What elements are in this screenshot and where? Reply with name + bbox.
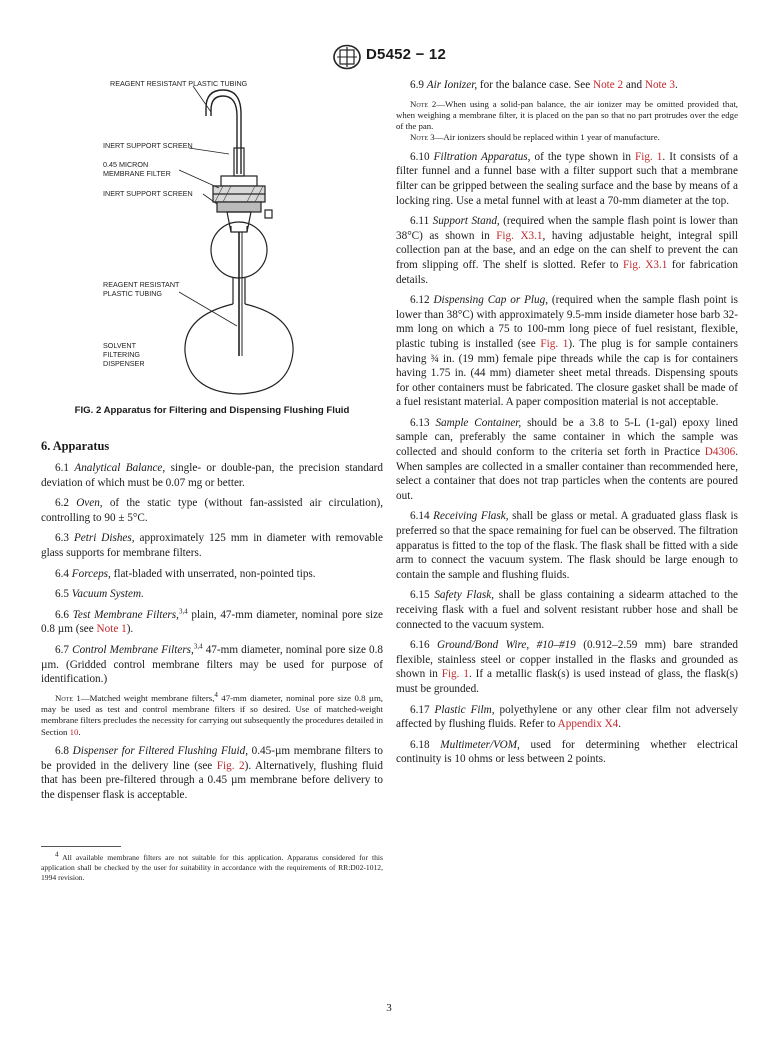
figure-2 (41, 76, 383, 398)
note-1-link[interactable]: Note 1 (96, 623, 127, 636)
section-heading: 6. Apparatus (41, 439, 110, 453)
label-dispenser-1: SOLVENT (103, 341, 137, 350)
paragraph-6-14: 6.14 Receiving Flask, shall be glass or metal. A graduated glass flask is preferred so that the space remaining for fuel can be observed. The filtration apparatus is fitted to the top of the flask. The flask shall be fitted with a side arm to connect the vacuum system. The flask should be large enough to contain the sample and flushing fluids. (396, 510, 738, 581)
label-membrane-filter-1: 0.45 MICRON (103, 160, 149, 169)
footnote-4: $^4$ All available membrane filters are not suitable for this application. Apparatus considered for this application shall be checked by the user for suitability in accordance with the requirements of RR:D02-1012, 1994 revision. (41, 850, 383, 882)
page-number: 3 (386, 1002, 392, 1014)
astm-logo-icon (332, 44, 362, 70)
dispenser-apparatus-diagram (41, 76, 383, 398)
paragraph-6-4: 6.4 Forceps, flat-bladed with unserrated, non-pointed tips. (55, 567, 316, 580)
page-header (0, 44, 778, 72)
d4306-link[interactable]: D4306 (704, 446, 736, 459)
note-3-link[interactable]: Note 3 (644, 79, 676, 91)
paragraph-6-12: 6.12 Dispensing Cap or Plug, (required when the sample flash point is lower than 38°C) with approximately 9.5-mm inside diameter hose barb 32-mm long on which a 75 to 100-mm long piece of fuel resistant, flexible, plastic tubing is installed (see Fig. 1). The plug is for sample containers having ¾ in. (19 mm) female pipe threads while the cap is for containers having 1.75 in. (44 mm) diameter sheet metal threads. Dispensing spouts for other containers must be fabricated. The closure gasket shall be made of a fuel resistant material. A paper composition material is not acceptable. (396, 294, 738, 409)
section-10-link[interactable]: 10 (69, 726, 79, 737)
paragraph-6-16: 6.16 Ground/Bond Wire, #10–#19 (0.912–2.59 mm) bare stranded flexible, stainless steel or copper installed in the flasks and grounded as shown in Fig. 1. If a metallic flask(s) is used instead of glass, the flask(s) must be grounded. (396, 639, 738, 695)
fig-x3-1-link-2[interactable]: Fig. X3.1 (623, 258, 668, 271)
paragraph-6-1: 6.1 Analytical Balance, single- or double-pan, the precision standard deviation of which must be 0.07 mg or better. (41, 462, 384, 489)
figure-caption: FIG. 2 Apparatus for Filtering and Dispensing Flushing Fluid (74, 405, 350, 416)
left-column (41, 461, 383, 808)
paragraph-6-10: 6.10 Filtration Apparatus, of the type shown in Fig. 1. It consists of a filter funnel and a funnel base with a filter support such that a membrane filter can be gripped between the sealing surface and the base by means of a locking ring. Use a metal funnel with at least a 70-mm diameter at the top. (396, 150, 738, 207)
label-reagent-tubing-top: REAGENT RESISTANT PLASTIC TUBING (110, 79, 248, 88)
label-reagent-tubing-lower-2: PLASTIC TUBING (103, 289, 162, 298)
label-dispenser-3: DISPENSER (103, 359, 145, 368)
paragraph-6-17: 6.17 Plastic Film, polyethylene or any other clear film not adversely affected by flushing fluids. Refer to Appendix X4. (396, 703, 739, 731)
fig-1-link-2[interactable]: Fig. 1 (540, 337, 569, 350)
standard-designation: D5452 − 12 (366, 46, 446, 63)
label-reagent-tubing-lower-1: REAGENT RESISTANT (103, 280, 180, 289)
paragraph-6-11: 6.11 Support Stand, (required when the sample flash point is lower than 38°C) as shown in Fig. X3.1, having adjustable height, integral spill collection pan at the base, and an edge on the can shelf to prevent the can from slipping off. The shelf is slotted. Refer to Fig. X3.1 for fabrication details. (396, 215, 739, 286)
note-2: Note 2—When using a solid-pan balance, the air ionizer may be omitted provided that, when weighing a membrane filter, it is placed on the pan so that no part protrudes over the edge of the pan. (396, 98, 738, 132)
paragraph-6-3: 6.3 Petri Dishes, approximately 125 mm in diameter with removable glass supports for membrane filters. (41, 532, 384, 559)
paragraph-6-8: 6.8 Dispenser for Filtered Flushing Fluid, 0.45-µm membrane filters to be provided in the delivery line (see Fig. 2). Alternatively, flushing fluid that has been pre-filtered through a 0.45 µm membrane before delivery to the dispenser flask is acceptable. (41, 744, 384, 801)
note-3: Note 3—Air ionizers should be replaced within 1 year of manufacture. (410, 132, 660, 143)
label-inert-screen-top: INERT SUPPORT SCREEN (103, 141, 193, 150)
paragraph-6-13: 6.13 Sample Container, should be a 3.8 to 5-L (1-gal) epoxy lined sample can, preferably the same container in which the sample was collected and should conform to the criteria set forth in Practice D4306. When samples are collected in a smaller container than recommended here, select a container that does not trap particles when the contents are poured out. (396, 416, 738, 502)
paragraph-6-9: 6.9 Air Ionizer, for the balance case. See Note 2 and Note 3. (410, 79, 678, 91)
paragraph-6-6: 6.6 Test Membrane Filters,$^{3,4}$ plain, 47-mm diameter, nominal pore size 0.8 µm (see Note 1). (41, 607, 384, 636)
fig-x3-1-link[interactable]: Fig. X3.1 (496, 229, 543, 242)
right-column (396, 78, 738, 773)
label-membrane-filter-2: MEMBRANE FILTER (103, 169, 171, 178)
fig-1-link[interactable]: Fig. 1 (635, 150, 663, 163)
label-inert-screen-bottom: INERT SUPPORT SCREEN (103, 189, 193, 198)
paragraph-6-15: 6.15 Safety Flask, shall be glass containing a sidearm attached to the receiving flask with a fuel and solvent resistant rubber hose and shall be connected to the vacuum system. (396, 589, 739, 631)
footnote-divider (41, 846, 121, 847)
fig-2-link[interactable]: Fig. 2 (216, 759, 245, 772)
paragraph-6-2: 6.2 Oven, of the static type (without fan-assisted air circulation), controlling to 90 ± 5°C. (41, 497, 384, 524)
appendix-x4-link[interactable]: Appendix X4 (557, 718, 619, 731)
paragraph-6-18: 6.18 Multimeter/VOM, used for determining whether electrical continuity is 10 ohms or less between 2 points. (396, 738, 738, 766)
fig-1-link-3[interactable]: Fig. 1 (441, 668, 469, 681)
paragraph-6-7: 6.7 Control Membrane Filters,$^{3,4}$ 47-mm diameter, nominal pore size 0.8 µm. (Gridded control membrane filters may be used for purpose of identification.) (41, 642, 384, 686)
note-2-link[interactable]: Note 2 (592, 79, 624, 91)
note-1: Note 1—Matched weight membrane filters,$^4$ 47-mm diameter, nominal pore size 0.8 µm, may be used as test and control membrane filters if so desired. Use of matched-weight membrane filters precludes the necessity for carrying out subsequently the procedures detailed in Section 10. (41, 690, 383, 737)
paragraph-6-5: 6.5 Vacuum System. (55, 588, 144, 601)
label-dispenser-2: FILTERING (103, 350, 141, 359)
